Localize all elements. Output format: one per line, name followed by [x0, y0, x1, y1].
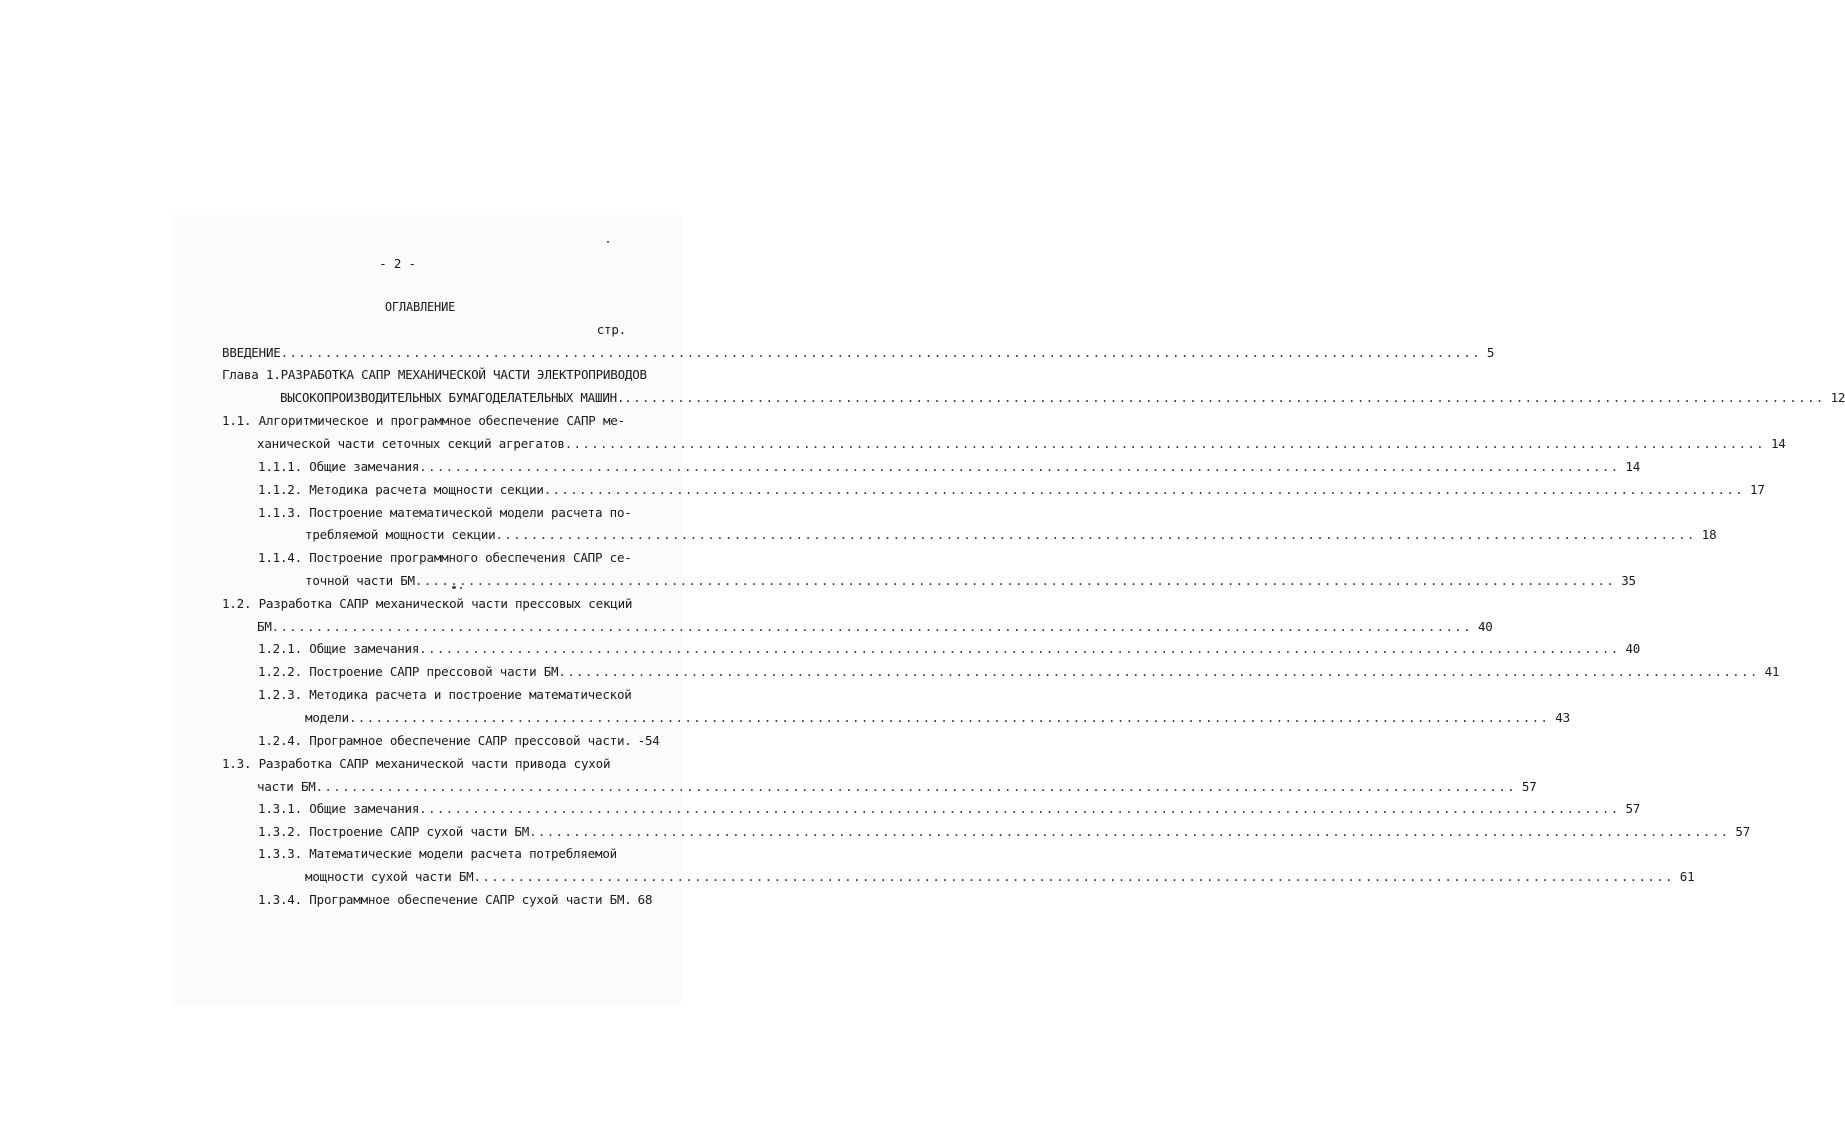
toc-entry-page: 57	[1521, 779, 1537, 794]
item-number: 1.3.2.	[258, 824, 302, 839]
item-number: 1.2.4.	[258, 733, 302, 748]
leader-dots	[415, 573, 1615, 589]
toc-entry-page: 43	[1555, 710, 1570, 725]
toc-title: ОГЛАВЛЕНИЕ	[384, 300, 456, 314]
item-number: 1.3.4.	[258, 892, 302, 907]
section-number: 1.1.	[222, 413, 252, 428]
item-title: Общие замечания	[309, 641, 420, 656]
section-title: Разработка САПР механической части привода сухой	[258, 756, 611, 771]
toc-entry-page: 12	[1830, 390, 1845, 405]
toc-entry-1-2-1[interactable]	[258, 641, 1641, 657]
item-title: Программное обеспечение САПР сухой части БМ.	[309, 892, 632, 907]
chapter-1-title-line1: Глава 1.РАЗРАБОТКА САПР МЕХАНИЧЕСКОЙ ЧАСТИ ЭЛЕКТРОПРИВОДОВ	[222, 367, 647, 382]
leader-dots	[281, 345, 1481, 361]
toc-entry-1-1-4-line1	[258, 550, 632, 566]
leader-dots	[419, 641, 1619, 657]
leader-dots	[349, 710, 1549, 726]
leader-dots	[419, 801, 1619, 817]
toc-entry-page: 35	[1621, 573, 1636, 588]
toc-entry-1-2-3-line1	[258, 687, 632, 703]
toc-entry-1-2-line1	[222, 596, 632, 612]
toc-entry-page: 14	[1625, 459, 1641, 474]
item-title-line2: точной части БМ	[305, 573, 415, 588]
toc-entry-label: ВВЕДЕНИЕ	[222, 345, 281, 360]
leader-dots	[474, 869, 1674, 885]
toc-entry-page: 68	[637, 892, 653, 907]
scan-speck	[452, 586, 456, 589]
item-title-line2: требляемой мощности секции	[305, 527, 496, 542]
item-number: 1.3.3.	[258, 846, 302, 861]
toc-entry-1-3-3-line1	[258, 846, 617, 862]
toc-entry-page: 61	[1679, 869, 1695, 884]
toc-entry-label	[258, 641, 419, 657]
toc-entry-intro[interactable]	[222, 345, 1495, 361]
item-number: 1.2.2.	[258, 664, 302, 679]
item-number: 1.1.3.	[258, 505, 302, 520]
scan-speck	[460, 587, 462, 589]
item-title: Общие замечания	[309, 801, 420, 816]
section-title: Алгоритмическое и программное обеспечение САПР ме-	[258, 413, 625, 428]
item-title: Построение САПР сухой части БМ	[309, 824, 530, 839]
toc-entry-label	[258, 482, 544, 498]
leader-dots	[558, 664, 1758, 680]
item-number: 1.1.4.	[258, 550, 302, 565]
toc-entry-1-1-1[interactable]	[258, 459, 1641, 475]
pages-column-heading: стр.	[596, 322, 626, 337]
item-title: Методика расчета мощности секции	[309, 482, 544, 497]
section-title-line2: БМ	[257, 619, 272, 634]
item-title: Построение математической модели расчета по-	[309, 505, 632, 520]
toc-entry-1-2-3[interactable]	[305, 710, 1570, 726]
page-number: - 2 -	[379, 256, 416, 271]
toc-entry-1-2-4[interactable]	[258, 733, 660, 749]
section-number: 1.2.	[222, 596, 252, 611]
leader-dots	[316, 779, 1516, 795]
item-number: 1.3.1.	[258, 801, 302, 816]
toc-entry-1-3-3[interactable]	[305, 869, 1695, 885]
item-title-line2: мощности сухой части БМ	[305, 869, 474, 884]
toc-entry-page: 18	[1701, 527, 1717, 542]
toc-entry-1-1-3[interactable]	[305, 527, 1717, 543]
toc-entry-label	[258, 892, 632, 908]
toc-entry-page: 41	[1764, 664, 1780, 679]
item-title: Общие замечания	[309, 459, 420, 474]
toc-entry-page: 57	[1625, 801, 1641, 816]
section-number: 1.3.	[222, 756, 252, 771]
toc-entry-1-1-line1	[222, 413, 625, 429]
leader-dots	[544, 482, 1744, 498]
toc-entry-1-1-4[interactable]	[305, 573, 1636, 589]
item-number: 1.2.1.	[258, 641, 302, 656]
toc-entry-1-3-line1	[222, 756, 610, 772]
section-title: Разработка САПР механической части прессовых секций	[258, 596, 633, 611]
leader-dots	[419, 459, 1619, 475]
item-title: Програмное обеспечение САПР прессовой части.	[309, 733, 632, 748]
toc-entry-1-3-4[interactable]	[258, 892, 653, 908]
toc-entry-1-1[interactable]	[257, 436, 1786, 452]
section-title-line2: ханической части сеточных секций агрегатов	[257, 436, 565, 451]
item-title: Методика расчета и построение математической	[309, 687, 632, 702]
section-title-line2: части БМ	[257, 779, 316, 794]
leader-dots	[272, 619, 1472, 635]
toc-entry-page: 5	[1486, 345, 1495, 360]
toc-entry-label	[258, 801, 419, 817]
toc-entry-label	[258, 664, 558, 680]
toc-entry-page: 40	[1477, 619, 1493, 634]
leader-dots	[495, 527, 1695, 543]
item-title: Построение САПР прессовой части БМ	[309, 664, 559, 679]
toc-entry-1-3[interactable]	[257, 779, 1537, 795]
item-number: 1.2.3.	[258, 687, 302, 702]
toc-entry-1-3-2[interactable]	[258, 824, 1751, 840]
toc-entry-1-1-3-line1	[258, 505, 632, 521]
item-number: 1.1.1.	[258, 459, 302, 474]
toc-entry-label	[258, 733, 632, 749]
toc-entry-1-1-2[interactable]	[258, 482, 1765, 498]
toc-entry-page: 57	[1735, 824, 1751, 839]
leader-dots	[624, 390, 1824, 406]
toc-entry-1-3-1[interactable]	[258, 801, 1641, 817]
toc-entry-1-2-2[interactable]	[258, 664, 1780, 680]
leader-dots	[565, 436, 1765, 452]
toc-entry-page: 17	[1750, 482, 1765, 497]
toc-entry-page: 40	[1625, 641, 1641, 656]
item-title: Математические модели расчета потребляемой	[309, 846, 617, 861]
toc-entry-page: 14	[1770, 436, 1786, 451]
toc-entry-label	[258, 459, 419, 475]
toc-entry-chapter-1[interactable]	[280, 390, 1845, 406]
item-number: 1.1.2.	[258, 482, 302, 497]
item-title: Построение программного обеспечения САПР се-	[309, 550, 632, 565]
toc-entry-page: -54	[637, 733, 660, 748]
toc-entry-1-2[interactable]	[257, 619, 1493, 635]
item-title-line2: модели	[305, 710, 349, 725]
scan-speck	[607, 241, 609, 243]
leader-dots	[529, 824, 1729, 840]
chapter-1-title-line2: ВЫСОКОПРОИЗВОДИТЕЛЬНЫХ БУМАГОДЕЛАТЕЛЬНЫХ МАШИН.	[280, 390, 625, 405]
toc-entry-label	[258, 824, 529, 840]
